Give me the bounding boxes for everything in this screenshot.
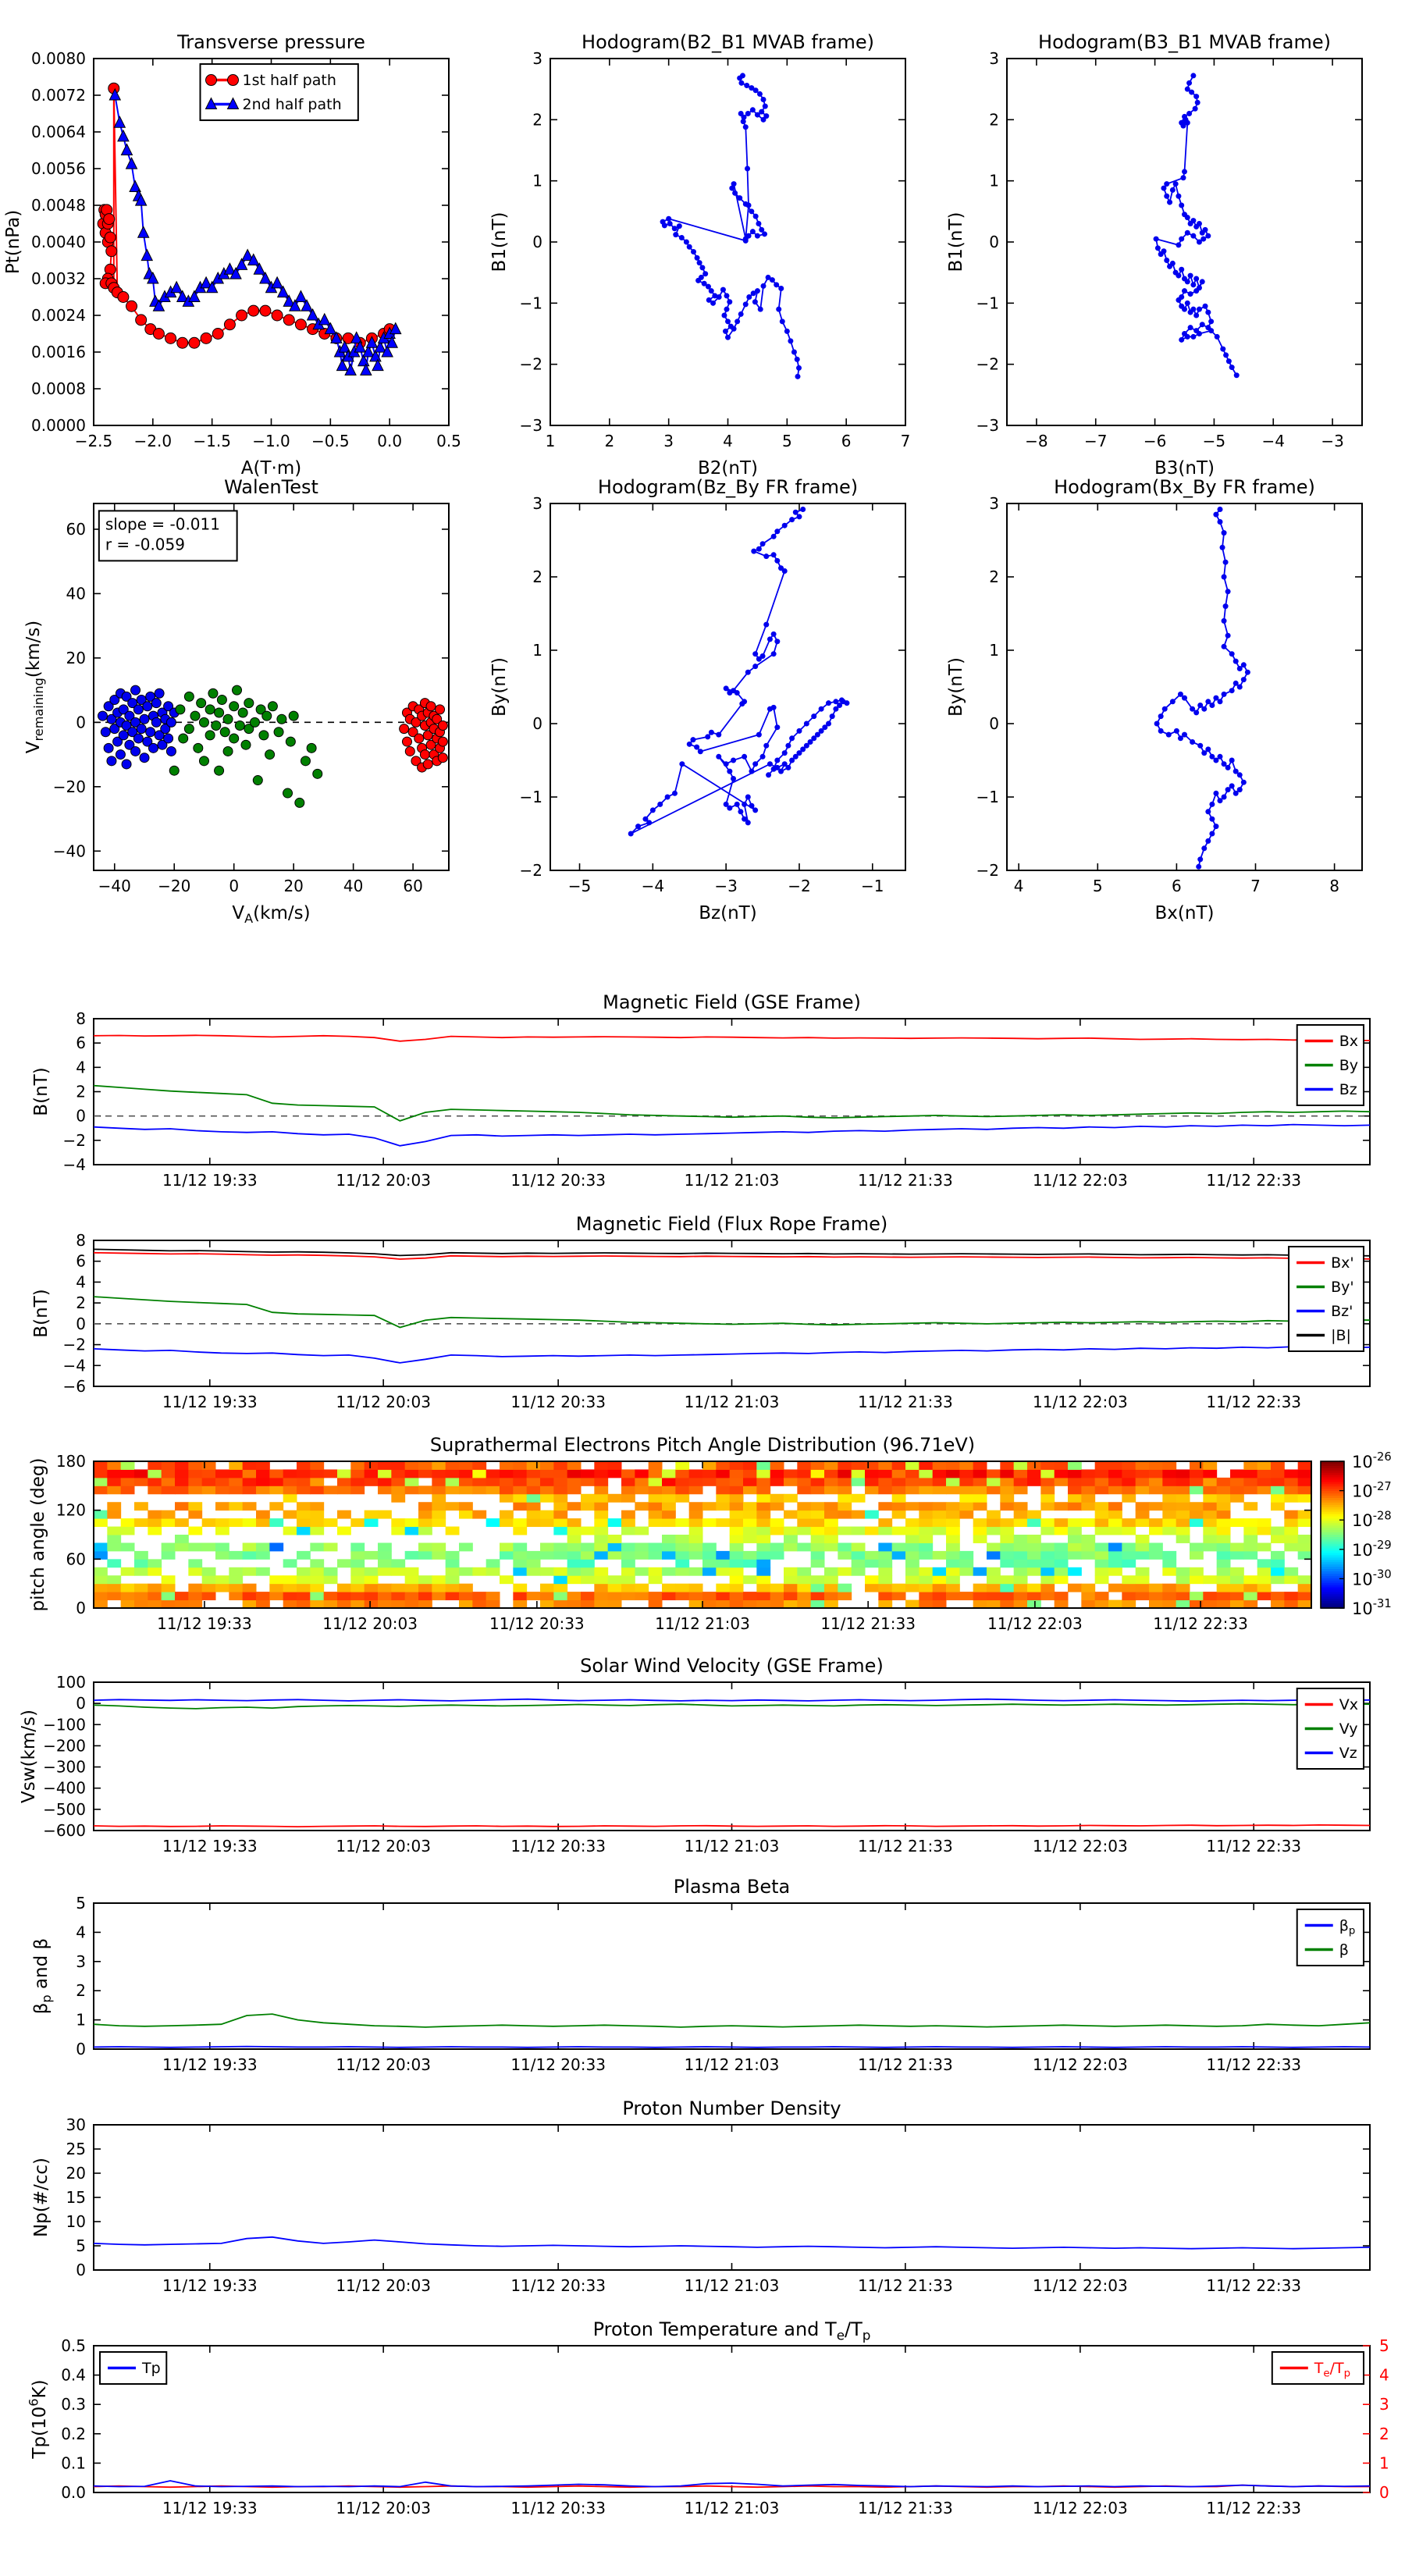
colorbar-tick-label: $10^{-30}$ <box>1352 1567 1392 1589</box>
y-tick-label: 2 <box>532 568 542 586</box>
y-tick-label: −3 <box>976 416 999 435</box>
legend-label: Bz <box>1339 1081 1357 1099</box>
x-tick-label: 11/12 19:33 <box>157 1614 252 1633</box>
panel-plasma-beta <box>31 1876 1370 2074</box>
y-tick-label: 3 <box>532 494 542 513</box>
y-tick-label: 60 <box>66 519 86 539</box>
legend-label: Vy <box>1339 1720 1358 1738</box>
y-tick-label: 0 <box>76 1106 86 1126</box>
x-tick-label: −3 <box>714 877 738 895</box>
x-tick-label: 11/12 22:03 <box>987 1614 1083 1633</box>
x-axis-label: $V_A(km/s)$ <box>232 903 311 927</box>
y-tick-label: −1 <box>519 294 542 313</box>
x-tick-label: 11/12 20:33 <box>489 1614 585 1633</box>
y-tick-label: −200 <box>43 1736 86 1756</box>
y-tick-label: −100 <box>43 1715 86 1735</box>
y-tick-label: 0.0064 <box>31 123 86 141</box>
x-tick-label: 11/12 22:03 <box>1033 2499 1128 2517</box>
y-tick-label: 5 <box>76 1894 86 1912</box>
y-tick-label: 0.0016 <box>31 343 86 361</box>
legend-label: Tp <box>142 2360 161 2378</box>
legend-label: 1st half path <box>242 72 336 90</box>
y-tick-label: 100 <box>55 1673 86 1692</box>
x-tick-label: 11/12 22:03 <box>1033 2055 1128 2074</box>
legend <box>1297 1688 1364 1769</box>
y-tick-label: 0 <box>76 2040 86 2058</box>
series-bz <box>94 1125 1370 1146</box>
x-tick-label: 11/12 22:33 <box>1206 2055 1302 2074</box>
series-bz- <box>94 1347 1370 1363</box>
series-bx-by-path <box>1154 507 1250 870</box>
legend-label: Vx <box>1339 1696 1358 1714</box>
spectrogram-cells <box>94 1461 1312 1609</box>
colorbar-tick-label: $10^{-31}$ <box>1352 1597 1392 1618</box>
legend <box>1297 1909 1364 1966</box>
panel-title: Hodogram(B2_B1 MVAB frame) <box>582 31 874 53</box>
panel-title: Proton Temperature and $T_e/T_p$ <box>592 2318 871 2343</box>
x-tick-label: 11/12 21:03 <box>684 1837 780 1856</box>
panel-mag-gse <box>31 991 1370 1190</box>
legend-label: Bx' <box>1331 1254 1354 1272</box>
legend-label: Bx <box>1339 1033 1359 1051</box>
y-tick-label: 1 <box>532 641 542 660</box>
y-tick-label: 4 <box>76 1923 86 1942</box>
y-tick-label: 1 <box>532 171 542 190</box>
y-tick-label: −40 <box>52 841 86 861</box>
y-tick-label: 0 <box>76 2261 86 2279</box>
y2-tick-label: 1 <box>1379 2453 1389 2473</box>
y-axis-label: B1(nT) <box>946 212 966 272</box>
y-tick-label: 0.0048 <box>31 196 86 215</box>
y-axis-label: By(nT) <box>946 657 966 717</box>
x-tick-label: 11/12 22:33 <box>1206 1837 1302 1856</box>
x-tick-label: 11/12 21:33 <box>858 2499 953 2517</box>
panel-proton-temperature <box>26 2318 1405 2517</box>
x-tick-label: 4 <box>1013 877 1024 895</box>
colorbar-tick-label: $10^{-26}$ <box>1352 1450 1392 1471</box>
x-tick-label: 8 <box>1329 877 1339 895</box>
y-tick-label: 15 <box>66 2188 86 2207</box>
colorbar-tick-label: $10^{-28}$ <box>1352 1509 1392 1531</box>
y-tick-label: 0.0080 <box>31 49 86 68</box>
y-tick-label: −1 <box>976 788 999 806</box>
x-tick-label: 11/12 20:33 <box>510 1393 606 1411</box>
y-tick-label: 0.2 <box>61 2424 86 2443</box>
y-tick-label: 3 <box>989 494 999 513</box>
x-tick-label: 11/12 21:03 <box>655 1614 750 1633</box>
x-tick-label: 11/12 21:03 <box>684 1393 780 1411</box>
panel-transverse-pressure <box>3 31 461 479</box>
annotation-box <box>99 511 237 560</box>
y-axis-label: B(nT) <box>31 1289 52 1338</box>
y-tick-label: −600 <box>43 1821 86 1840</box>
y-tick-label: −2 <box>62 1335 86 1354</box>
y-axis-label: By(nT) <box>489 657 510 717</box>
y2-tick-label: 2 <box>1379 2424 1389 2443</box>
y2-tick-label: 5 <box>1379 2336 1389 2355</box>
series-np <box>94 2237 1370 2249</box>
y-tick-label: −2 <box>976 861 999 880</box>
x-tick-label: 11/12 22:03 <box>1033 1171 1128 1190</box>
legend-label: |B| <box>1331 1327 1351 1345</box>
y-tick-label: 3 <box>989 49 999 68</box>
legend <box>201 64 358 120</box>
y-tick-label: −4 <box>62 1155 86 1174</box>
series-bx <box>94 1035 1370 1041</box>
y-tick-label: 0.0000 <box>31 416 86 435</box>
x-tick-label: 0 <box>229 877 240 895</box>
y-tick-label: −500 <box>43 1799 86 1819</box>
x-tick-label: −2.5 <box>74 432 113 450</box>
x-tick-label: −2 <box>788 877 811 895</box>
y-tick-label: −1 <box>976 294 999 313</box>
x-tick-label: −4 <box>1261 432 1285 450</box>
y-tick-label: 0.0032 <box>31 269 86 288</box>
legend-label: By' <box>1331 1279 1354 1297</box>
y-axis-label: B1(nT) <box>489 212 510 272</box>
series-last-interval <box>400 699 448 772</box>
series-b3-b1-path <box>1154 73 1240 378</box>
y-axis-label: $V_{remaining}(km/s)$ <box>23 620 47 754</box>
x-tick-label: 11/12 20:33 <box>510 1171 606 1190</box>
y-tick-label: −400 <box>43 1778 86 1798</box>
x-tick-label: −5 <box>567 877 592 895</box>
x-tick-label: 11/12 21:33 <box>858 1393 953 1411</box>
x-tick-label: 11/12 19:33 <box>162 1393 258 1411</box>
series-by- <box>94 1297 1370 1327</box>
panel-title: Transverse pressure <box>177 31 365 53</box>
y-tick-label: 6 <box>76 1034 86 1053</box>
x-tick-label: 11/12 21:33 <box>858 2276 953 2295</box>
y-tick-label: 0 <box>76 1314 86 1333</box>
y-tick-label: 0.0 <box>61 2483 86 2502</box>
series-beta <box>94 2014 1370 2027</box>
y-tick-label: 8 <box>76 1231 86 1250</box>
x-tick-label: −0.5 <box>311 432 350 450</box>
panel-proton-density <box>31 2097 1370 2295</box>
panel-title: Solar Wind Velocity (GSE Frame) <box>580 1655 884 1677</box>
y-axis-label: $\beta_p$ and β <box>31 1937 55 2015</box>
x-tick-label: 11/12 20:03 <box>336 2499 431 2517</box>
panel-pad-spectrogram <box>28 1434 1392 1633</box>
y-tick-label: 1 <box>989 171 999 190</box>
panel-walen-test <box>23 476 449 926</box>
colorbar-tick-label: $10^{-29}$ <box>1352 1539 1392 1560</box>
x-tick-label: 11/12 19:33 <box>162 2499 258 2517</box>
x-axis-label: B2(nT) <box>698 458 758 479</box>
panel-title: Plasma Beta <box>673 1876 791 1898</box>
y-axis-label: Np(#/cc) <box>31 2157 52 2238</box>
y-tick-label: 2 <box>989 110 999 130</box>
x-tick-label: −40 <box>98 877 131 895</box>
x-tick-label: −3 <box>1321 432 1344 450</box>
y-axis-label: Vsw(km/s) <box>19 1710 39 1803</box>
y-tick-label: 20 <box>66 2164 86 2183</box>
x-tick-label: 11/12 21:33 <box>858 1171 953 1190</box>
x-tick-label: 11/12 21:03 <box>684 2276 780 2295</box>
x-tick-label: 11/12 20:03 <box>336 1171 431 1190</box>
series-bz-by-path <box>628 507 850 836</box>
y-tick-label: 2 <box>76 1082 86 1101</box>
panel-mag-fr <box>31 1213 1370 1411</box>
y-tick-label: −2 <box>62 1130 86 1150</box>
panel-title: Hodogram(Bx_By FR frame) <box>1054 476 1315 498</box>
x-tick-label: 11/12 22:33 <box>1206 2276 1302 2295</box>
x-axis-label: A(T·m) <box>240 458 302 479</box>
x-tick-label: 11/12 21:33 <box>820 1614 916 1633</box>
x-tick-label: 11/12 22:33 <box>1206 1393 1302 1411</box>
y-tick-label: 0.5 <box>61 2336 86 2355</box>
y-tick-label: −300 <box>43 1757 86 1777</box>
y-tick-label: 10 <box>66 2212 86 2231</box>
y-tick-label: 5 <box>76 2236 86 2255</box>
panel-velocity-gse <box>19 1655 1370 1856</box>
y-tick-label: 120 <box>55 1500 86 1520</box>
y-tick-label: 0.0008 <box>31 379 86 398</box>
legend-label: Bz' <box>1331 1303 1353 1321</box>
y-tick-label: 6 <box>76 1251 86 1271</box>
y-tick-label: 3 <box>76 1952 86 1971</box>
x-tick-label: −6 <box>1143 432 1167 450</box>
x-tick-label: 11/12 22:33 <box>1153 1614 1248 1633</box>
x-tick-label: −8 <box>1025 432 1048 450</box>
x-tick-label: 11/12 21:03 <box>684 2499 780 2517</box>
x-tick-label: 11/12 20:03 <box>322 1614 418 1633</box>
x-tick-label: 5 <box>781 432 792 450</box>
series-mid-interval <box>169 685 322 807</box>
x-tick-label: −1.5 <box>193 432 231 450</box>
y-tick-label: −20 <box>52 777 86 796</box>
legend-label: $\beta_p$ <box>1339 1917 1356 1937</box>
panel-title: Proton Number Density <box>622 2097 841 2119</box>
x-tick-label: 11/12 20:33 <box>510 2055 606 2074</box>
y-tick-label: 0.0072 <box>31 86 86 105</box>
y-tick-label: 0 <box>76 1599 86 1617</box>
x-tick-label: 11/12 20:03 <box>336 2276 431 2295</box>
x-tick-label: 11/12 20:33 <box>510 2499 606 2517</box>
x-tick-label: 60 <box>403 877 423 895</box>
panel-hodogram-bxby <box>946 476 1362 923</box>
x-tick-label: 5 <box>1092 877 1103 895</box>
y2-tick-label: 0 <box>1379 2483 1389 2502</box>
x-axis-label: B3(nT) <box>1154 458 1215 479</box>
x-tick-label: 11/12 21:03 <box>684 1171 780 1190</box>
legend-label: β <box>1339 1941 1349 1959</box>
y-tick-label: −4 <box>62 1356 86 1375</box>
y-axis-label: Pt(nPa) <box>3 209 23 275</box>
y-tick-label: 0 <box>989 714 999 733</box>
series-vz <box>94 1699 1370 1702</box>
x-tick-label: 11/12 19:33 <box>162 1837 258 1856</box>
x-tick-label: −7 <box>1084 432 1108 450</box>
y-tick-label: 20 <box>66 648 86 667</box>
x-tick-label: 11/12 19:33 <box>162 1171 258 1190</box>
x-tick-label: 1 <box>545 432 556 450</box>
legend-label: Vz <box>1339 1745 1357 1763</box>
x-tick-label: 3 <box>663 432 674 450</box>
y-tick-label: 0 <box>76 713 86 732</box>
x-tick-label: 7 <box>900 432 911 450</box>
x-tick-label: −2.0 <box>133 432 173 450</box>
panel-title: Hodogram(B3_B1 MVAB frame) <box>1038 31 1331 53</box>
panel-title: Hodogram(Bz_By FR frame) <box>597 476 859 498</box>
y-tick-label: 60 <box>66 1550 86 1569</box>
y-tick-label: 2 <box>76 1981 86 2001</box>
legend-label: $T_e/T_p$ <box>1314 2360 1351 2380</box>
x-tick-label: 0.0 <box>377 432 403 450</box>
y-tick-label: 0.0056 <box>31 159 86 178</box>
legend <box>100 2352 166 2384</box>
y-tick-label: 0.1 <box>61 2453 86 2473</box>
y-tick-label: −2 <box>519 354 542 374</box>
annotation-line: r = -0.059 <box>105 535 185 554</box>
x-tick-label: 11/12 22:03 <box>1033 2276 1128 2295</box>
colorbar-tick-label: $10^{-27}$ <box>1352 1479 1392 1501</box>
x-tick-label: 11/12 22:03 <box>1033 1837 1128 1856</box>
x-tick-label: −1 <box>861 877 884 895</box>
y-tick-label: 0.0040 <box>31 233 86 251</box>
legend-label: 2nd half path <box>242 96 342 114</box>
y-tick-label: 30 <box>66 2115 86 2134</box>
x-axis-label: Bx(nT) <box>1154 903 1215 923</box>
x-tick-label: 11/12 19:33 <box>162 2276 258 2295</box>
x-tick-label: 11/12 21:03 <box>684 2055 780 2074</box>
x-tick-label: 6 <box>1172 877 1182 895</box>
series-beta-p <box>94 2047 1370 2048</box>
y-tick-label: 3 <box>532 49 542 68</box>
y-tick-label: 0.3 <box>61 2395 86 2414</box>
x-tick-label: 11/12 21:33 <box>858 1837 953 1856</box>
y-tick-label: 2 <box>989 568 999 586</box>
y2-tick-label: 4 <box>1379 2365 1389 2385</box>
legend <box>1272 2352 1364 2384</box>
x-tick-label: −1.0 <box>252 432 290 450</box>
y-tick-label: −2 <box>519 861 542 880</box>
y-tick-label: 40 <box>66 584 86 603</box>
y-tick-label: 8 <box>76 1009 86 1028</box>
x-tick-label: 11/12 20:03 <box>336 1393 431 1411</box>
x-tick-label: 2 <box>604 432 615 450</box>
x-tick-label: 11/12 20:03 <box>336 1837 431 1856</box>
x-tick-label: 11/12 21:33 <box>858 2055 953 2074</box>
x-tick-label: 0.5 <box>436 432 461 450</box>
y-tick-label: 4 <box>76 1058 86 1077</box>
y-tick-label: 0 <box>989 233 999 251</box>
panel-title: Magnetic Field (GSE Frame) <box>603 991 861 1013</box>
y-tick-label: 0 <box>532 714 542 733</box>
panel-hodogram-bzby <box>489 476 905 923</box>
colorbar <box>1321 1450 1392 1618</box>
y-tick-label: −6 <box>62 1377 86 1396</box>
x-tick-label: 11/12 20:33 <box>510 2276 606 2295</box>
legend-label: By <box>1339 1057 1359 1075</box>
x-tick-label: −5 <box>1202 432 1226 450</box>
panel-title: Suprathermal Electrons Pitch Angle Distribution (96.71eV) <box>429 1434 976 1456</box>
y-tick-label: −1 <box>519 788 542 806</box>
y2-tick-label: 3 <box>1379 2395 1389 2414</box>
y-axis-label: $Tp(10^6K)$ <box>26 2379 50 2459</box>
x-tick-label: 11/12 20:03 <box>336 2055 431 2074</box>
panel-hodogram-b3b1 <box>946 31 1362 479</box>
y-tick-label: 1 <box>76 2010 86 2030</box>
x-tick-label: 11/12 19:33 <box>162 2055 258 2074</box>
panel-title: Magnetic Field (Flux Rope Frame) <box>575 1213 888 1235</box>
x-tick-label: −20 <box>158 877 191 895</box>
series-vy <box>94 1704 1370 1709</box>
y-tick-label: 0.4 <box>61 2365 86 2385</box>
x-tick-label: 6 <box>841 432 852 450</box>
x-tick-label: 40 <box>343 877 364 895</box>
legend <box>1297 1025 1364 1105</box>
x-tick-label: 20 <box>283 877 304 895</box>
series-first-interval <box>98 685 179 769</box>
x-tick-label: 4 <box>723 432 733 450</box>
y-tick-label: 2 <box>76 1293 86 1313</box>
series-b2-b1-path <box>660 73 802 379</box>
y-axis-label: B(nT) <box>31 1067 52 1116</box>
y-tick-label: 180 <box>55 1452 86 1471</box>
y-tick-label: −2 <box>976 354 999 374</box>
y-axis-label: pitch angle (deg) <box>28 1457 48 1612</box>
y-tick-label: 0.0024 <box>31 306 86 325</box>
legend <box>1289 1247 1364 1351</box>
y-tick-label: 0 <box>532 233 542 251</box>
panel-title: WalenTest <box>224 476 318 498</box>
annotation-line: slope = -0.011 <box>105 514 220 534</box>
y-tick-label: 25 <box>66 2140 86 2158</box>
panel-hodogram-b2b1 <box>489 31 910 479</box>
x-tick-label: 11/12 22:33 <box>1206 2499 1302 2517</box>
y-tick-label: 2 <box>532 110 542 130</box>
x-tick-label: 11/12 22:03 <box>1033 1393 1128 1411</box>
y-tick-label: −3 <box>519 416 542 435</box>
x-tick-label: 7 <box>1250 877 1261 895</box>
x-tick-label: −4 <box>641 877 665 895</box>
x-tick-label: 11/12 20:33 <box>510 1837 606 1856</box>
y-tick-label: 1 <box>989 641 999 660</box>
x-tick-label: 11/12 22:33 <box>1206 1171 1302 1190</box>
y-tick-label: 4 <box>76 1272 86 1292</box>
y-tick-label: 0 <box>76 1694 86 1713</box>
x-axis-label: Bz(nT) <box>699 903 757 923</box>
